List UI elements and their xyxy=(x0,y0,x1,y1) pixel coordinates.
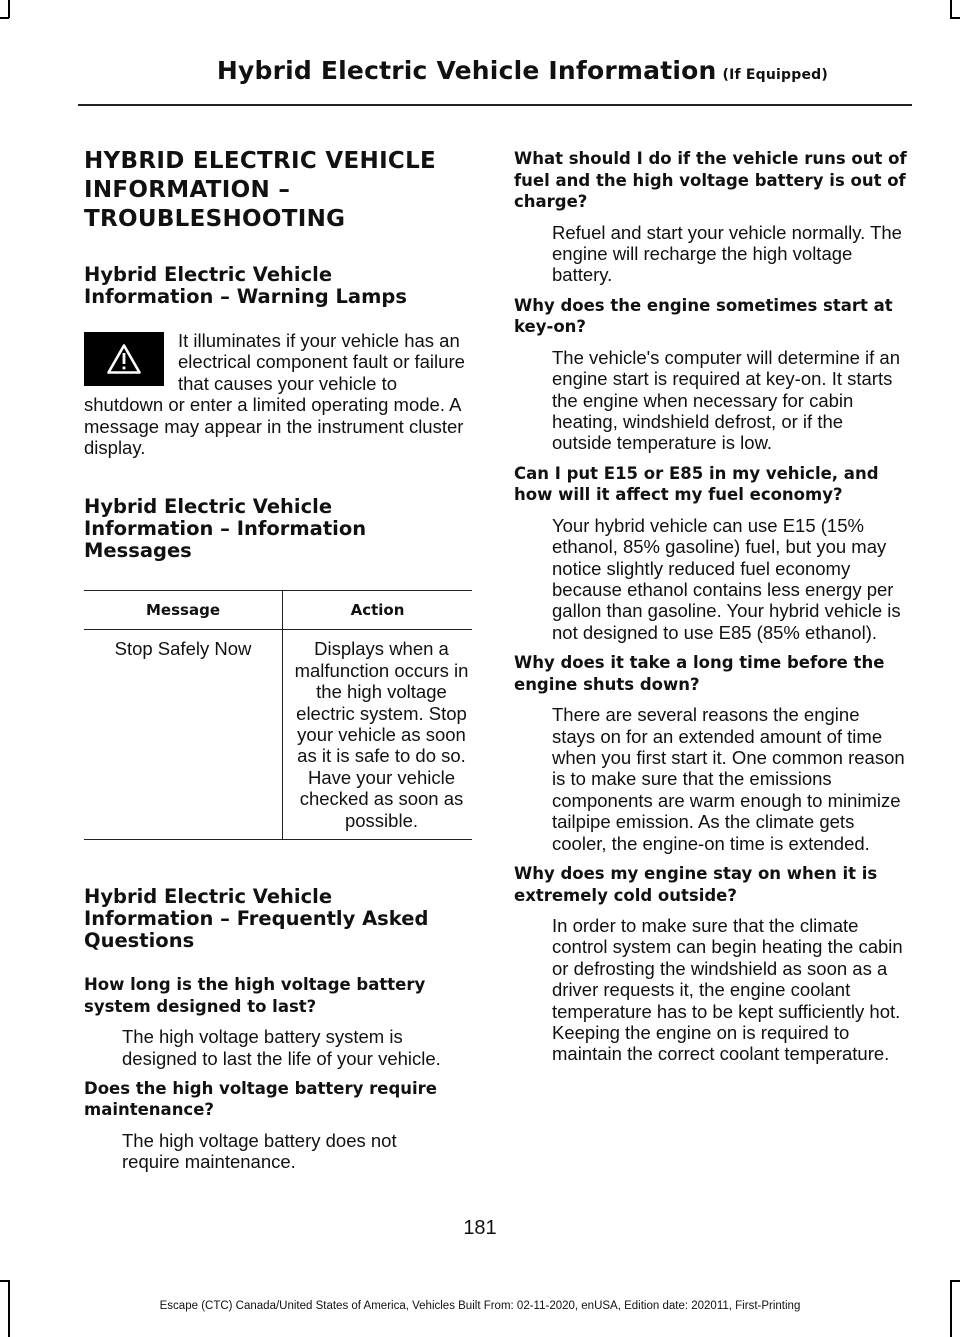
faq-question: Does the high voltage battery require maintenance? xyxy=(84,1078,437,1120)
crop-mark xyxy=(0,1280,9,1282)
table-row xyxy=(84,630,472,840)
faq-answer: There are several reasons the engine stays on for an extended amount of time when you first start it. One common reason is to make sure that the emissions components are warm enough to minimize tailpipe emission. As the climate gets cooler, the engine-on time is extended. xyxy=(552,704,905,854)
section-title: HYBRID ELECTRIC VEHICLE INFORMATION – TROUBLESHOOTING xyxy=(84,148,437,232)
column-header-message: Message xyxy=(84,591,283,630)
left-column xyxy=(84,140,474,1173)
crop-mark xyxy=(0,17,9,19)
warning-lamps-heading: Hybrid Electric Vehicle Information – Warning Lamps xyxy=(84,263,407,308)
header-title: Hybrid Electric Vehicle Information xyxy=(216,56,717,85)
header-subtitle: (If Equipped) xyxy=(722,67,828,83)
warning-lamp-text: It illuminates if your vehicle has an electrical component fault or failure that causes your vehicle to shutdown or enter a limited operating mode. A message may appear in the instrument cluster display. xyxy=(84,330,465,459)
crop-mark xyxy=(950,1280,960,1282)
message-cell: Stop Safely Now xyxy=(84,630,283,840)
faq-question: Can I put E15 or E85 in my vehicle, and how will it affect my fuel economy? xyxy=(514,463,879,505)
crop-mark xyxy=(950,17,960,19)
warning-lamp-block xyxy=(84,330,474,458)
column-header-action: Action xyxy=(283,591,473,630)
faq-question: What should I do if the vehicle runs out of fuel and the high voltage battery is out of charge? xyxy=(514,149,907,211)
crop-mark xyxy=(950,0,952,18)
footer-text: Escape (CTC) Canada/United States of America, Vehicles Built From: 02-11-2020, enUSA, Edition date: 202011, First-Printing xyxy=(159,1300,801,1312)
faq-question: How long is the high voltage battery system designed to last? xyxy=(84,975,426,1016)
running-header xyxy=(217,56,828,85)
faq-question: Why does my engine stay on when it is extremely cold outside? xyxy=(514,864,878,905)
page-number: 181 xyxy=(463,1217,497,1239)
information-messages-table xyxy=(84,590,472,840)
faq-answer: Refuel and start your vehicle normally. The engine will recharge the high voltage battery. xyxy=(552,221,902,286)
faq-answer: The vehicle's computer will determine if an engine start is required at key-on. It starts the engine when necessary for cabin heating, windshield defrost, or if the outside temperature is low. xyxy=(552,346,900,454)
table-header-row xyxy=(84,591,472,630)
faq-question: Why does it take a long time before the engine shuts down? xyxy=(514,653,885,694)
faq-question: Why does the engine sometimes start at key-on? xyxy=(514,295,893,337)
header-rule xyxy=(78,104,912,106)
action-cell: Displays when a malfunction occurs in the high voltage electric system. Stop your vehicle as soon as it is safe to do so. Have your vehicle checked as soon as possible. xyxy=(283,630,473,840)
faq-answer: The high voltage battery system is designed to last the life of your vehicle. xyxy=(122,1026,441,1069)
faq-heading: Hybrid Electric Vehicle Information – Frequently Asked Questions xyxy=(84,885,429,953)
right-column xyxy=(514,148,907,1065)
faq-answer: The high voltage battery does not require maintenance. xyxy=(122,1129,397,1173)
crop-mark xyxy=(8,0,10,18)
faq-answer: In order to make sure that the climate control system can begin heating the cabin or defrosting the windshield as soon as a driver requests it, the engine coolant temperature has to be kept sufficiently hot. Keeping the engine on is required to maintain the correct coolant temperature. xyxy=(552,915,903,1065)
faq-answer: Your hybrid vehicle can use E15 (15% ethanol, 85% gasoline) fuel, but you may notice slightly reduced fuel economy because ethanol contains less energy per gallon than gasoline. Your hybrid vehicle is not designed to use E85 (85% ethanol). xyxy=(552,514,901,643)
information-messages-heading: Hybrid Electric Vehicle Information – Information Messages xyxy=(84,495,367,563)
